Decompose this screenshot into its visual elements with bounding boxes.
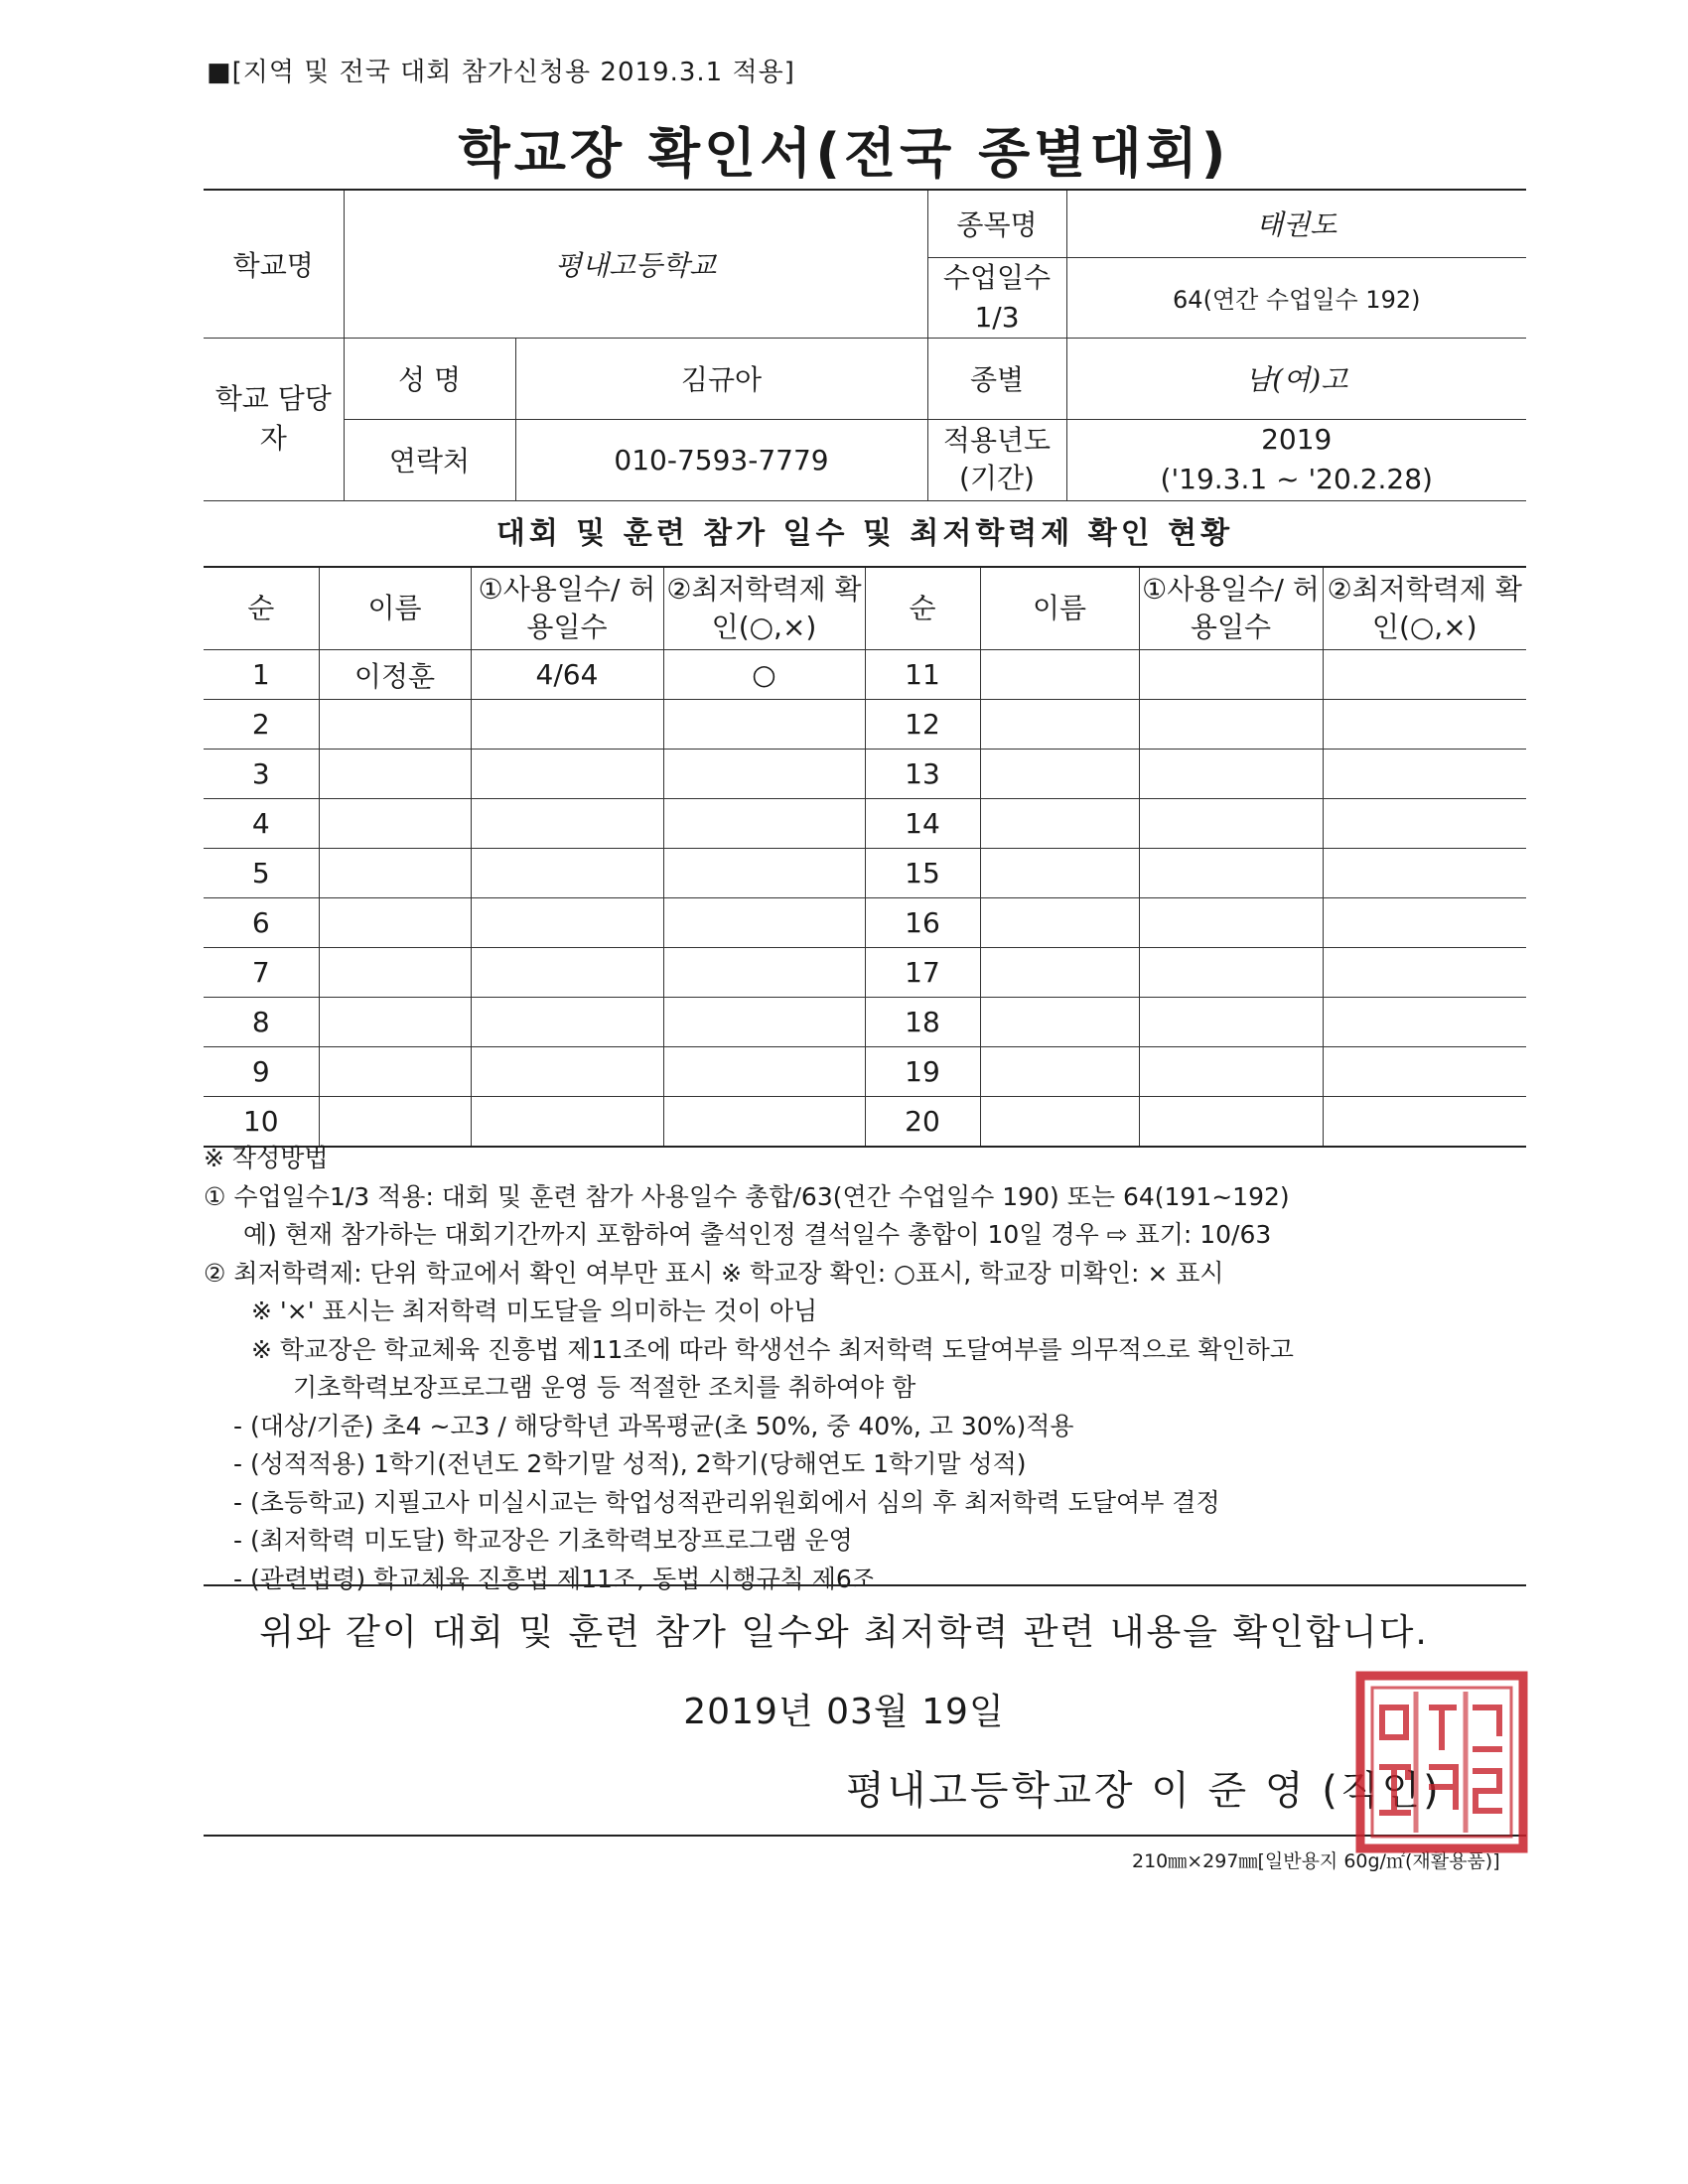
status-header-row	[204, 567, 1526, 650]
row-number: 8	[204, 998, 319, 1047]
table-row	[204, 998, 1526, 1047]
status-table	[204, 566, 1526, 1148]
section-title: 대회 및 훈련 참가 일수 및 최저학력제 확인 현황	[495, 516, 1234, 551]
min-academic-check	[1323, 898, 1526, 948]
row-number: 5	[204, 849, 319, 898]
athlete-name	[980, 750, 1139, 799]
row-number: 20	[865, 1097, 980, 1148]
min-academic-check	[663, 948, 865, 998]
min-academic-check	[663, 799, 865, 849]
athlete-name	[980, 700, 1139, 750]
used-days	[471, 700, 663, 750]
table-row	[204, 849, 1526, 898]
athlete-name: 이정훈	[319, 650, 471, 700]
used-days	[471, 948, 663, 998]
row-number: 11	[865, 650, 980, 700]
used-days	[471, 998, 663, 1047]
athlete-name	[319, 849, 471, 898]
period-value: ('19.3.1 ~ '20.2.28)	[1160, 463, 1433, 495]
header-note: ■[지역 및 전국 대회 참가신청용 2019.3.1 적용]	[207, 58, 795, 87]
class-days-value: 64(연간 수업일수 192)	[1066, 257, 1526, 338]
paper-spec: 210㎜×297㎜[일반용지 60g/㎡(재활용품)]	[1132, 1850, 1500, 1872]
used-days	[1139, 750, 1323, 799]
instruction-line: - (최저학력 미도달) 학교장은 기초학력보장프로그램 운영	[233, 1526, 853, 1555]
table-row	[204, 799, 1526, 849]
instruction-line: 기초학력보장프로그램 운영 등 적절한 조치를 취하여야 함	[293, 1373, 916, 1402]
row-number: 4	[204, 799, 319, 849]
min-academic-check	[1323, 1047, 1526, 1097]
used-days	[1139, 898, 1323, 948]
used-days	[1139, 1047, 1323, 1097]
min-academic-check	[663, 750, 865, 799]
principal-signature: 평내고등학교장 이 준 영 (직인)	[846, 1768, 1442, 1814]
header-days: ①사용일수/ 허용일수	[471, 567, 663, 650]
used-days	[1139, 998, 1323, 1047]
row-number: 1	[204, 650, 319, 700]
table-row	[204, 750, 1526, 799]
min-academic-check	[663, 849, 865, 898]
athlete-name	[319, 898, 471, 948]
instruction-line: - (관련법령) 학교체육 진흥법 제11조, 동법 시행규칙 제6조	[233, 1564, 876, 1593]
min-academic-check	[1323, 750, 1526, 799]
table-row	[204, 948, 1526, 998]
manager-name-label: 성 명	[344, 338, 515, 419]
athlete-name	[980, 948, 1139, 998]
year-cell	[1066, 419, 1526, 500]
divider	[204, 1835, 1526, 1837]
athlete-name	[980, 998, 1139, 1047]
divider	[204, 1584, 1526, 1586]
row-number: 17	[865, 948, 980, 998]
row-number: 15	[865, 849, 980, 898]
row-number: 19	[865, 1047, 980, 1097]
table-row	[204, 700, 1526, 750]
row-number: 6	[204, 898, 319, 948]
school-manager-label: 학교 담당자	[204, 338, 344, 500]
used-days: 4/64	[471, 650, 663, 700]
header-name: 이름	[980, 567, 1139, 650]
event-value: 태권도	[1066, 190, 1526, 257]
info-table	[204, 189, 1526, 501]
athlete-name	[319, 1047, 471, 1097]
min-academic-check	[663, 898, 865, 948]
contact-label: 연락처	[344, 419, 515, 500]
year-value: 2019	[1261, 423, 1333, 456]
instruction-line: ① 수업일수1/3 적용: 대회 및 훈련 참가 사용일수 총합/63(연간 수업일수 190) 또는 64(191~192)	[204, 1181, 1290, 1211]
school-name-value: 평내고등학교	[344, 190, 927, 338]
used-days	[1139, 849, 1323, 898]
header-check: ②최저학력제 확인(○,×)	[663, 567, 865, 650]
instruction-line: - (초등학교) 지필고사 미실시교는 학업성적관리위원회에서 심의 후 최저학력 도달여부 결정	[233, 1487, 1220, 1517]
writing-instructions	[204, 1140, 1554, 1598]
athlete-name	[980, 849, 1139, 898]
manager-name-value: 김규아	[515, 338, 927, 419]
year-label: 적용년도 (기간)	[927, 419, 1066, 500]
event-label: 종목명	[927, 190, 1066, 257]
min-academic-check: ○	[663, 650, 865, 700]
used-days	[1139, 700, 1323, 750]
min-academic-check	[1323, 799, 1526, 849]
used-days	[1139, 948, 1323, 998]
used-days	[471, 1047, 663, 1097]
instruction-line: - (대상/기준) 초4 ~고3 / 해당학년 과목평균(초 50%, 중 40%, 고 30%)적용	[233, 1411, 1074, 1440]
row-number: 14	[865, 799, 980, 849]
instruction-line: - (성적적용) 1학기(전년도 2학기말 성적), 2학기(당해연도 1학기말 성적)	[233, 1449, 1027, 1478]
athlete-name	[980, 799, 1139, 849]
used-days	[471, 750, 663, 799]
instruction-line: ② 최저학력제: 단위 학교에서 확인 여부만 표시 ※ 학교장 확인: ○표시, 학교장 미확인: × 표시	[204, 1258, 1224, 1288]
header-days: ①사용일수/ 허용일수	[1139, 567, 1323, 650]
official-seal-stamp	[1352, 1668, 1531, 1856]
school-name-label: 학교명	[204, 190, 344, 338]
athlete-name	[319, 700, 471, 750]
row-number: 9	[204, 1047, 319, 1097]
row-number: 10	[204, 1097, 319, 1148]
athlete-name	[319, 750, 471, 799]
class-days-label: 수업일수 1/3	[927, 257, 1066, 338]
table-row	[204, 650, 1526, 700]
instruction-line: ※ 학교장은 학교체육 진흥법 제11조에 따라 학생선수 최저학력 도달여부를 의무적으로 확인하고	[251, 1334, 1294, 1364]
document-title: 학교장 확인서(전국 종별대회)	[458, 122, 1230, 185]
used-days	[1139, 650, 1323, 700]
athlete-name	[980, 898, 1139, 948]
used-days	[471, 898, 663, 948]
header-check: ②최저학력제 확인(○,×)	[1323, 567, 1526, 650]
table-row	[204, 1047, 1526, 1097]
issue-date: 2019년 03월 19일	[683, 1692, 1005, 1732]
row-number: 16	[865, 898, 980, 948]
min-academic-check	[1323, 948, 1526, 998]
instruction-line: ※ 작성방법	[204, 1144, 329, 1172]
used-days	[1139, 799, 1323, 849]
athlete-name	[319, 998, 471, 1047]
athlete-name	[980, 1047, 1139, 1097]
instruction-line: ※ '×' 표시는 최저학력 미도달을 의미하는 것이 아님	[251, 1297, 818, 1325]
instruction-line: 예) 현재 참가하는 대회기간까지 포함하여 출석인정 결석일수 총합이 10일 경우 ⇨ 표기: 10/63	[243, 1220, 1272, 1249]
used-days	[471, 799, 663, 849]
row-number: 13	[865, 750, 980, 799]
min-academic-check	[663, 998, 865, 1047]
row-number: 3	[204, 750, 319, 799]
used-days	[471, 849, 663, 898]
athlete-name	[319, 799, 471, 849]
header-no: 순	[865, 567, 980, 650]
row-number: 18	[865, 998, 980, 1047]
min-academic-check	[1323, 849, 1526, 898]
min-academic-check	[1323, 998, 1526, 1047]
min-academic-check	[1323, 700, 1526, 750]
athlete-name	[319, 948, 471, 998]
division-value: 남(여)고	[1066, 338, 1526, 419]
table-row	[204, 898, 1526, 948]
confirmation-statement: 위와 같이 대회 및 훈련 참가 일수와 최저학력 관련 내용을 확인합니다.	[259, 1612, 1429, 1653]
min-academic-check	[1323, 650, 1526, 700]
row-number: 12	[865, 700, 980, 750]
min-academic-check	[663, 700, 865, 750]
header-name: 이름	[319, 567, 471, 650]
athlete-name	[980, 650, 1139, 700]
min-academic-check	[663, 1047, 865, 1097]
contact-value: 010-7593-7779	[515, 419, 927, 500]
row-number: 2	[204, 700, 319, 750]
division-label: 종별	[927, 338, 1066, 419]
header-no: 순	[204, 567, 319, 650]
row-number: 7	[204, 948, 319, 998]
